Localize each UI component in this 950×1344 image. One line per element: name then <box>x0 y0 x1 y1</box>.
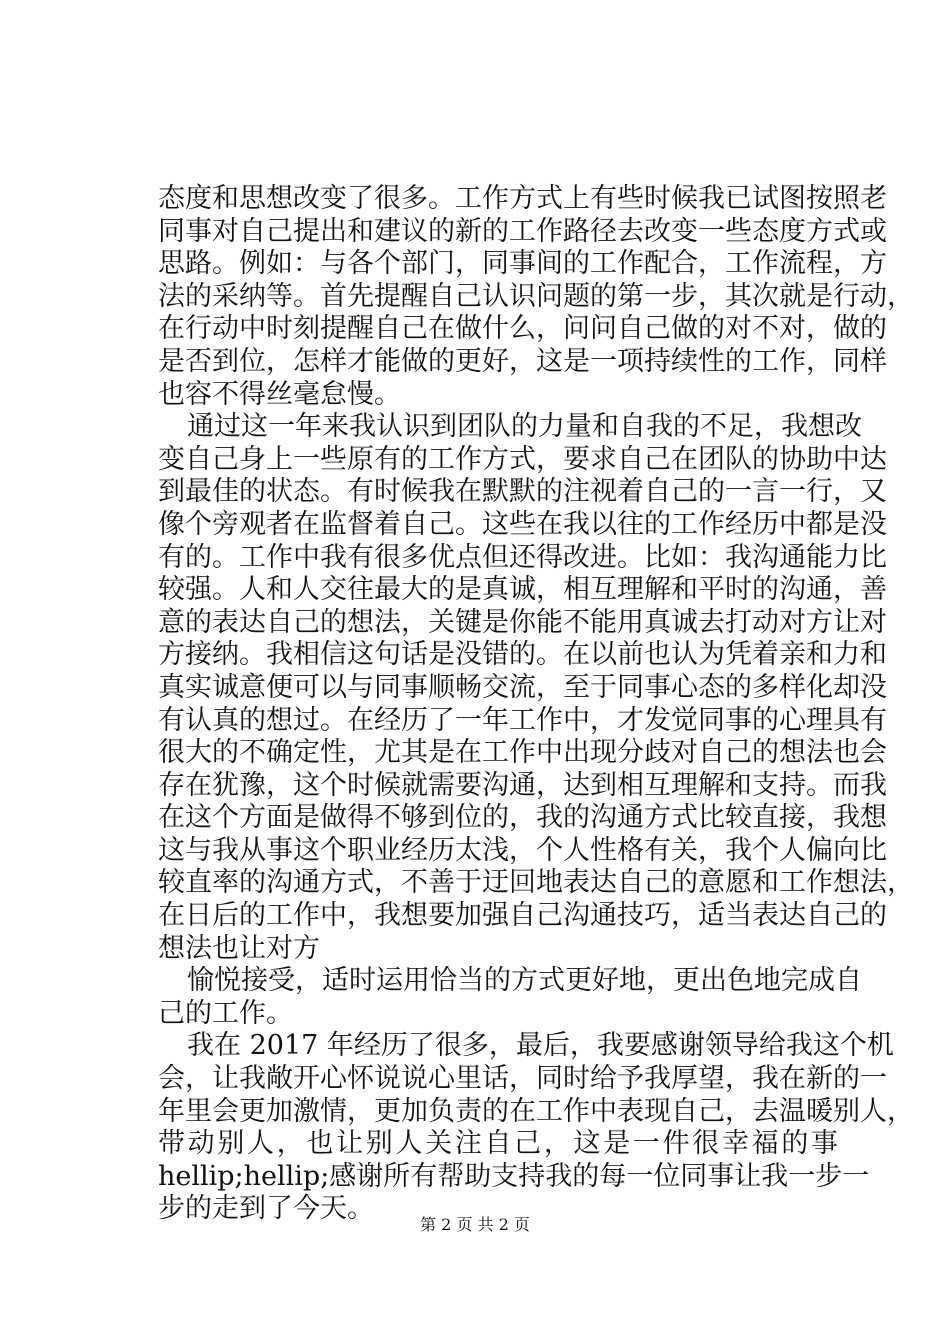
paragraph-line: 真实诚意便可以与同事顺畅交流，至于同事心态的多样化却没 <box>158 671 887 703</box>
paragraph-line: 态度和思想改变了很多。工作方式上有些时候我已试图按照老 <box>158 183 887 214</box>
paragraph-line: 想法也让对方 <box>158 932 320 964</box>
paragraph-line: 在行动中时刻提醒自己在做什么，问问自己做的对不对，做的 <box>158 313 887 345</box>
page-footer: 第 2 页 共 2 页 <box>420 1215 530 1234</box>
paragraph-line: 步的走到了今天。 <box>158 1193 374 1225</box>
paragraph-line: hellip;hellip;感谢所有帮助支持我的每一位同事让我一步一 <box>158 1160 870 1192</box>
paragraph-line: 到最佳的状态。有时候我在默默的注视着自己的一言一行，又 <box>158 476 887 508</box>
paragraph-line: 法的采纳等。首先提醒自己认识问题的第一步，其次就是行动， <box>158 280 914 312</box>
paragraph-line: 同事对自己提出和建议的新的工作路径去改变一些态度方式或 <box>158 215 887 247</box>
paragraph-line: 带动别人，也让别人关注自己，这是一件很幸福的事 <box>158 1128 838 1160</box>
paragraph-line: 己的工作。 <box>158 997 293 1029</box>
paragraph-line: 在这个方面是做得不够到位的，我的沟通方式比较直接，我想 <box>158 802 887 834</box>
paragraph-line: 也容不得丝毫怠慢。 <box>158 378 401 410</box>
paragraph-line: 通过这一年来我认识到团队的力量和自我的不足，我想改 <box>187 411 862 443</box>
paragraph-line: 这与我从事这个职业经历太浅，个人性格有关，我个人偏向比 <box>158 834 887 866</box>
paragraph-line: 意的表达自己的想法，关键是你能不能用真诚去打动对方让对 <box>158 606 887 638</box>
paragraph-line: 较强。人和人交往最大的是真诚，相互理解和平时的沟通，善 <box>158 574 887 606</box>
paragraph-line: 像个旁观者在监督着自己。这些在我以往的工作经历中都是没 <box>158 508 887 540</box>
document-body <box>158 183 914 1226</box>
paragraph-line: 是否到位，怎样才能做的更好，这是一项持续性的工作，同样 <box>158 345 887 377</box>
paragraph-line: 方接纳。我相信这句话是没错的。在以前也认为凭着亲和力和 <box>158 639 887 671</box>
paragraph-line: 思路。例如：与各个部门，同事间的工作配合，工作流程，方 <box>158 248 887 280</box>
paragraph-line: 较直率的沟通方式，不善于迂回地表达自己的意愿和工作想法， <box>158 867 914 899</box>
paragraph-line: 有认真的想过。在经历了一年工作中，才发觉同事的心理具有 <box>158 704 887 736</box>
paragraph-line: 有的。工作中我有很多优点但还得改进。比如：我沟通能力比 <box>158 541 887 573</box>
paragraph-line: 会，让我敞开心怀说说心里话，同时给予我厚望，我在新的一 <box>158 1063 887 1095</box>
paragraph-line: 在日后的工作中，我想要加强自己沟通技巧，适当表达自己的 <box>158 900 887 932</box>
paragraph-line: 存在犹豫，这个时候就需要沟通，达到相互理解和支持。而我 <box>158 769 887 801</box>
paragraph-line: 愉悦接受，适时运用恰当的方式更好地，更出色地完成自 <box>187 965 862 997</box>
paragraph-line: 很大的不确定性，尤其是在工作中出现分歧对自己的想法也会 <box>158 737 887 769</box>
paragraph-line: 我在 2017 年经历了很多，最后，我要感谢领导给我这个机 <box>187 1030 894 1062</box>
paragraph-line: 变自己身上一些原有的工作方式，要求自己在团队的协助中达 <box>158 443 887 475</box>
paragraph-line: 年里会更加激情，更加负责的在工作中表现自己，去温暖别人， <box>158 1095 914 1127</box>
